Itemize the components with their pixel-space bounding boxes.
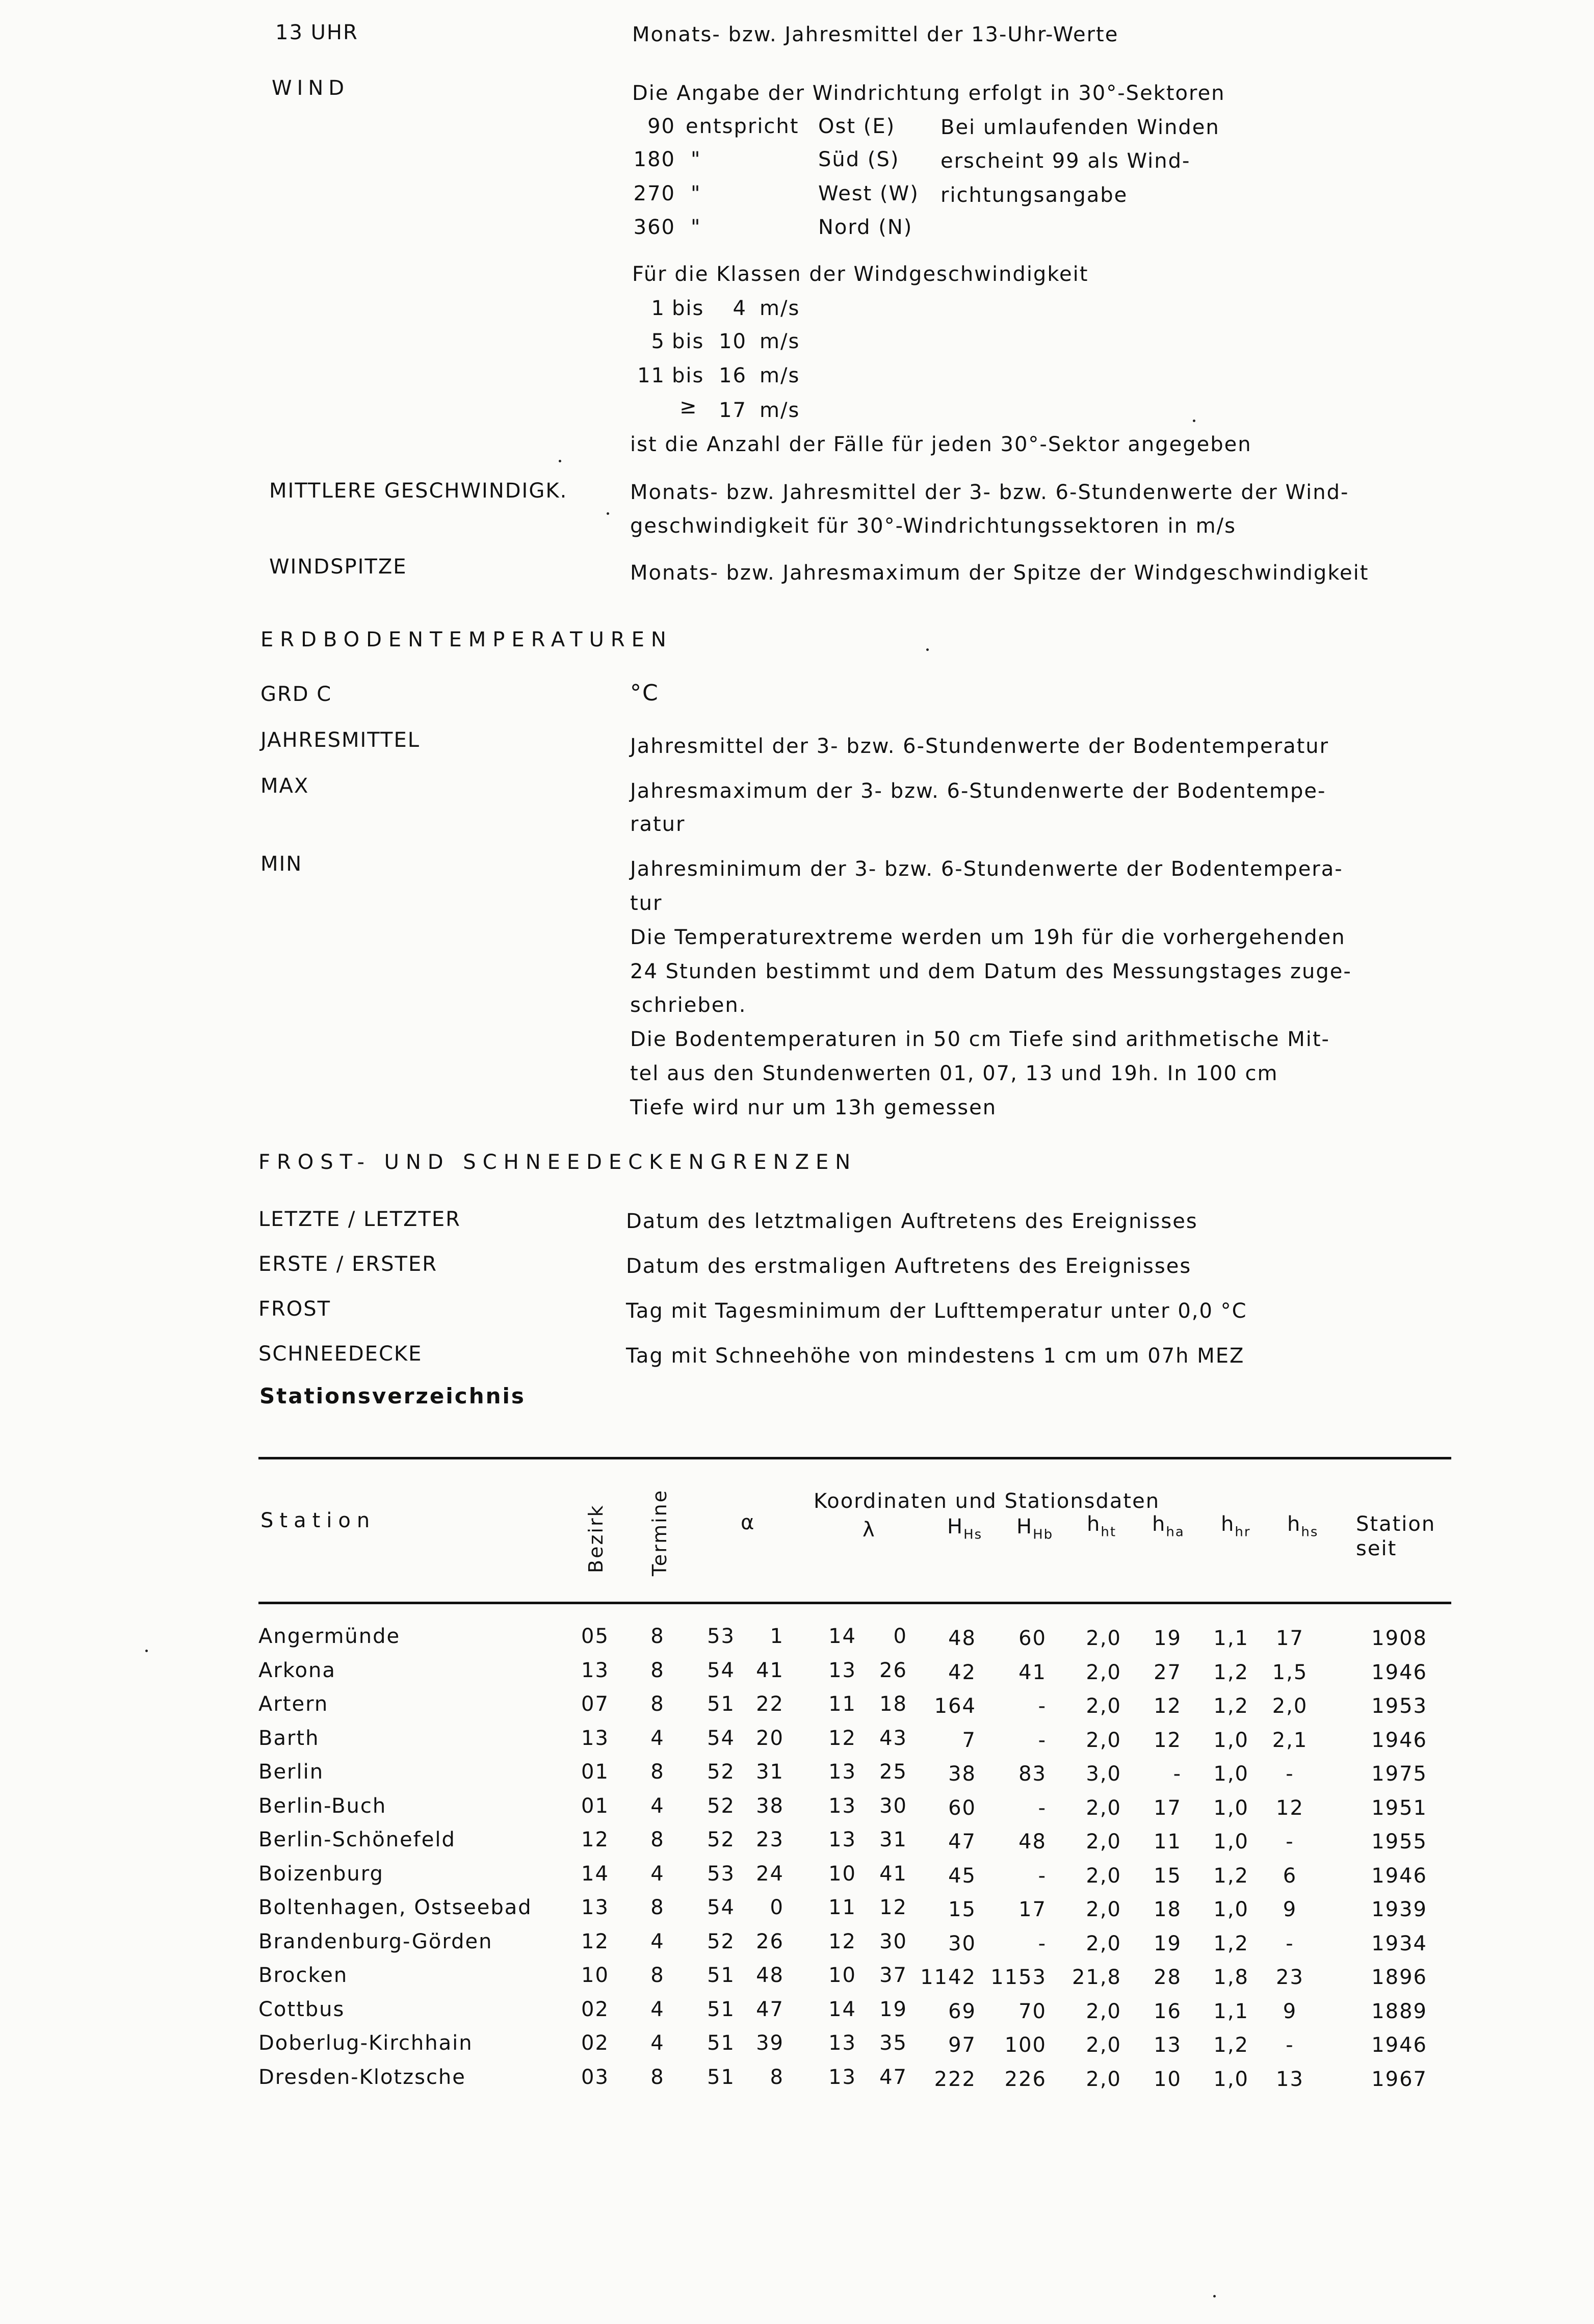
cell-lambda-deg: 13	[828, 2066, 856, 2089]
header-seit-line1: Station	[1356, 1512, 1436, 1536]
cell-bezirk: 13	[581, 1659, 609, 1682]
cell-lambda-deg: 12	[828, 1727, 856, 1750]
cell-hs2: 17	[1276, 1627, 1304, 1650]
header-ht: $h_{ht}$	[1087, 1512, 1117, 1540]
cell-ha: 19	[1154, 1627, 1182, 1650]
table-header-rule	[258, 1602, 1451, 1604]
wind-ditto: entspricht	[686, 115, 799, 138]
cell-station-name: Doberlug-Kirchhain	[258, 2031, 473, 2055]
cell-ht: 2,0	[1086, 1627, 1121, 1650]
cell-station-name: Berlin	[258, 1760, 324, 1784]
cell-seit: 1946	[1371, 1729, 1427, 1752]
class-bis: bis	[672, 297, 704, 320]
cell-hs: 1142	[920, 1966, 976, 1989]
scan-speck	[1193, 420, 1195, 422]
scan-speck	[559, 460, 561, 462]
cell-termine: 8	[650, 1896, 665, 1919]
cell-station-name: Boltenhagen, Ostseebad	[258, 1896, 532, 1919]
cell-termine: 8	[650, 1692, 665, 1716]
cell-hs: 222	[934, 2068, 976, 2091]
cell-hs: 15	[948, 1898, 976, 1921]
cell-ha: -	[1173, 1762, 1182, 1786]
cell-alpha-deg: 52	[707, 1930, 735, 1953]
cell-hb: 17	[1018, 1898, 1047, 1921]
cell-termine: 4	[650, 1930, 665, 1953]
cell-seit: 1896	[1371, 1966, 1427, 1989]
cell-termine: 8	[650, 1760, 665, 1784]
cell-hr: 1,2	[1213, 1694, 1249, 1718]
cell-lambda-deg: 10	[828, 1862, 856, 1886]
cell-hb: 226	[1004, 2068, 1047, 2091]
cell-hs: 164	[934, 1694, 976, 1718]
header-koordinaten: Koordinaten und Stationsdaten	[814, 1490, 1160, 1513]
class-to: 16	[719, 364, 747, 387]
cell-alpha-deg: 52	[707, 1760, 735, 1784]
cell-station-name: Brandenburg-Görden	[258, 1930, 493, 1953]
class-to: 17	[719, 399, 747, 422]
section-heading-erdboden: ERDBODENTEMPERATUREN	[260, 628, 673, 651]
cell-ha: 10	[1154, 2068, 1182, 2091]
cell-bezirk: 02	[581, 1998, 609, 2021]
cell-hb: -	[1038, 1694, 1047, 1718]
cell-hb: -	[1038, 1864, 1047, 1888]
cell-alpha-deg: 54	[707, 1659, 735, 1682]
cell-lambda-min: 19	[879, 1998, 907, 2021]
cell-hs2: 9	[1283, 1898, 1297, 1921]
cell-bezirk: 12	[581, 1828, 609, 1851]
cell-alpha-min: 1	[770, 1625, 784, 1648]
cell-hs2: 23	[1276, 1966, 1304, 1989]
cell-lambda-min: 35	[879, 2031, 907, 2055]
header-ha: $h_{ha}$	[1152, 1512, 1185, 1540]
cell-hs2: 12	[1276, 1796, 1304, 1820]
cell-hb: 1153	[990, 1966, 1047, 1989]
header-bezirk: Bezirk	[585, 1504, 607, 1573]
cell-hr: 1,2	[1213, 1932, 1249, 1955]
cell-termine: 4	[650, 1727, 665, 1750]
erdboden-note-line3: schrieben.	[630, 994, 747, 1017]
wind-deg: 270	[633, 182, 675, 205]
wind-note: Bei umlaufenden Winden	[940, 116, 1220, 139]
term-windspitze: WINDSPITZE	[269, 555, 407, 579]
cell-hs: 97	[948, 2033, 976, 2057]
cell-hr: 1,0	[1213, 1796, 1249, 1820]
scan-speck	[607, 512, 609, 515]
cell-bezirk: 14	[581, 1862, 609, 1886]
cell-ha: 13	[1154, 2033, 1182, 2057]
def-13-uhr: Monats- bzw. Jahresmittel der 13-Uhr-Werte	[632, 23, 1119, 46]
cell-seit: 1953	[1371, 1694, 1427, 1718]
cell-station-name: Barth	[258, 1727, 320, 1750]
cell-hs2: -	[1286, 1830, 1294, 1853]
cell-hr: 1,0	[1213, 1898, 1249, 1921]
wind-ditto: "	[691, 216, 701, 239]
cell-lambda-min: 43	[879, 1727, 907, 1750]
cell-alpha-deg: 51	[707, 2066, 735, 2089]
cell-hb: 41	[1018, 1661, 1047, 1684]
cell-lambda-deg: 13	[828, 1760, 856, 1784]
cell-hs2: 13	[1276, 2068, 1304, 2091]
class-geq: ≥	[680, 395, 698, 419]
class-from: 11	[637, 364, 665, 387]
cell-alpha-min: 0	[770, 1896, 784, 1919]
cell-ha: 27	[1154, 1661, 1182, 1684]
cell-hb: -	[1038, 1729, 1047, 1752]
cell-alpha-min: 23	[756, 1828, 784, 1851]
def-frost: Tag mit Tagesminimum der Lufttemperatur unter 0,0 °C	[626, 1299, 1247, 1323]
cell-hs: 47	[948, 1830, 976, 1853]
erdboden-note-line2: 24 Stunden bestimmt und dem Datum des Messungstages zuge-	[630, 960, 1352, 983]
cell-hr: 1,0	[1213, 1762, 1249, 1786]
section-heading-frost: FROST- UND SCHNEEDECKENGRENZEN	[258, 1151, 857, 1174]
cell-lambda-deg: 10	[828, 1964, 856, 1987]
cell-lambda-deg: 11	[828, 1692, 856, 1716]
cell-hr: 1,2	[1213, 1661, 1249, 1684]
def-windspitze: Monats- bzw. Jahresmaximum der Spitze der Windgeschwindigkeit	[630, 561, 1369, 585]
cell-bezirk: 13	[581, 1896, 609, 1919]
term-max: MAX	[260, 774, 309, 798]
cell-ht: 2,0	[1086, 2000, 1121, 2023]
cell-hs: 45	[948, 1864, 976, 1888]
def-min-line2: tur	[630, 892, 663, 915]
wind-dir-name: Nord (N)	[818, 216, 913, 239]
cell-station-name: Artern	[258, 1692, 329, 1716]
cell-hr: 1,0	[1213, 1729, 1249, 1752]
cell-ht: 21,8	[1072, 1966, 1121, 1989]
cell-bezirk: 07	[581, 1692, 609, 1716]
def-mittlere-geschwindigkeit-line2: geschwindigkeit für 30°-Windrichtungssektoren in m/s	[630, 514, 1236, 538]
term-grd-c: GRD C	[260, 683, 332, 706]
cell-alpha-deg: 54	[707, 1727, 735, 1750]
def-erste: Datum des erstmaligen Auftretens des Ereignisses	[626, 1255, 1192, 1278]
cell-ha: 17	[1154, 1796, 1182, 1820]
header-seit-line2: seit	[1356, 1537, 1397, 1560]
wind-classes-intro: Für die Klassen der Windgeschwindigkeit	[632, 263, 1089, 286]
cell-termine: 4	[650, 1998, 665, 2021]
class-bis: bis	[672, 330, 704, 353]
cell-termine: 8	[650, 1625, 665, 1648]
erdboden-note-line1: Die Temperaturextreme werden um 19h für die vorhergehenden	[630, 926, 1346, 949]
cell-seit: 1946	[1371, 2033, 1427, 2057]
cell-alpha-deg: 53	[707, 1625, 735, 1648]
cell-termine: 4	[650, 1794, 665, 1818]
cell-alpha-min: 26	[756, 1930, 784, 1953]
cell-hr: 1,2	[1213, 2033, 1249, 2057]
cell-termine: 8	[650, 1828, 665, 1851]
cell-hs2: 6	[1283, 1864, 1297, 1888]
cell-station-name: Angermünde	[258, 1625, 401, 1648]
def-wind: Die Angabe der Windrichtung erfolgt in 30°-Sektoren	[632, 82, 1225, 105]
erdboden-note-line4: Die Bodentemperaturen in 50 cm Tiefe sind arithmetische Mit-	[630, 1028, 1330, 1051]
wind-dir-name: Ost (E)	[818, 115, 896, 138]
term-frost: FROST	[258, 1297, 331, 1321]
cell-alpha-deg: 53	[707, 1862, 735, 1886]
cell-station-name: Dresden-Klotzsche	[258, 2066, 466, 2089]
header-hb: $H_{Hb}$	[1016, 1515, 1054, 1543]
cell-hs2: 2,0	[1272, 1694, 1308, 1718]
term-letzte: LETZTE / LETZTER	[258, 1208, 461, 1231]
cell-hb: -	[1038, 1932, 1047, 1955]
cell-alpha-min: 41	[756, 1659, 784, 1682]
erdboden-note-line6: Tiefe wird nur um 13h gemessen	[630, 1096, 997, 1119]
cell-bezirk: 01	[581, 1760, 609, 1784]
cell-station-name: Cottbus	[258, 1998, 345, 2021]
cell-alpha-deg: 51	[707, 1998, 735, 2021]
wind-deg: 180	[633, 148, 675, 171]
class-unit: m/s	[760, 399, 800, 422]
cell-ha: 16	[1154, 2000, 1182, 2023]
cell-lambda-min: 47	[879, 2066, 907, 2089]
cell-ht: 2,0	[1086, 2068, 1121, 2091]
cell-hr: 1,0	[1213, 1830, 1249, 1853]
cell-bezirk: 03	[581, 2066, 609, 2089]
cell-alpha-min: 47	[756, 1998, 784, 2021]
cell-termine: 4	[650, 2031, 665, 2055]
cell-bezirk: 01	[581, 1794, 609, 1818]
cell-ha: 28	[1154, 1966, 1182, 1989]
stations-title: Stationsverzeichnis	[259, 1383, 526, 1408]
scan-speck	[926, 648, 929, 651]
cell-ha: 19	[1154, 1932, 1182, 1955]
cell-hs: 60	[948, 1796, 976, 1820]
cell-ht: 2,0	[1086, 1898, 1121, 1921]
class-unit: m/s	[760, 297, 800, 320]
class-to: 4	[733, 297, 747, 320]
cell-ha: 12	[1154, 1729, 1182, 1752]
cell-hb: 100	[1004, 2033, 1047, 2057]
term-jahresmittel: JAHRESMITTEL	[260, 728, 421, 752]
cell-hr: 1,1	[1213, 1627, 1249, 1650]
term-erste: ERSTE / ERSTER	[258, 1252, 438, 1276]
wind-note: erscheint 99 als Wind-	[940, 149, 1191, 173]
cell-ha: 12	[1154, 1694, 1182, 1718]
cell-lambda-deg: 13	[828, 1659, 856, 1682]
wind-ditto: "	[691, 182, 701, 205]
class-bis: bis	[672, 364, 704, 387]
cell-ht: 2,0	[1086, 1661, 1121, 1684]
cell-hs2: 9	[1283, 2000, 1297, 2023]
cell-alpha-deg: 54	[707, 1896, 735, 1919]
cell-seit: 1889	[1371, 2000, 1427, 2023]
cell-lambda-min: 31	[879, 1828, 907, 1851]
cell-lambda-min: 30	[879, 1930, 907, 1953]
def-min-line1: Jahresminimum der 3- bzw. 6-Stundenwerte der Bodentempera-	[630, 857, 1343, 881]
class-from: 5	[651, 330, 665, 353]
cell-bezirk: 13	[581, 1727, 609, 1750]
cell-alpha-min: 48	[756, 1964, 784, 1987]
cell-lambda-min: 37	[879, 1964, 907, 1987]
cell-hs: 48	[948, 1627, 976, 1650]
cell-alpha-min: 22	[756, 1692, 784, 1716]
cell-seit: 1939	[1371, 1898, 1427, 1921]
scan-speck	[145, 1650, 148, 1652]
term-min: MIN	[260, 852, 303, 876]
cell-seit: 1967	[1371, 2068, 1427, 2091]
cell-hs: 38	[948, 1762, 976, 1786]
cell-bezirk: 10	[581, 1964, 609, 1987]
cell-bezirk: 05	[581, 1625, 609, 1648]
header-termine: Termine	[648, 1489, 671, 1576]
cell-hb: 48	[1018, 1830, 1047, 1853]
header-hs: $H_{Hs}$	[947, 1515, 983, 1543]
cell-alpha-deg: 51	[707, 1964, 735, 1987]
cell-ht: 2,0	[1086, 2033, 1121, 2057]
class-unit: m/s	[760, 330, 800, 353]
cell-alpha-min: 20	[756, 1727, 784, 1750]
cell-seit: 1975	[1371, 1762, 1427, 1786]
cell-alpha-deg: 51	[707, 2031, 735, 2055]
cell-ha: 15	[1154, 1864, 1182, 1888]
cell-hb: 70	[1018, 2000, 1047, 2023]
term-wind: WIND	[272, 76, 350, 100]
cell-alpha-deg: 51	[707, 1692, 735, 1716]
cell-ht: 3,0	[1086, 1762, 1121, 1786]
header-station: Station	[260, 1509, 376, 1532]
class-unit: m/s	[760, 364, 800, 387]
cell-hr: 1,0	[1213, 2068, 1249, 2091]
cell-alpha-deg: 52	[707, 1794, 735, 1818]
cell-hr: 1,8	[1213, 1966, 1249, 1989]
cell-hs2: 1,5	[1272, 1661, 1308, 1684]
cell-ha: 11	[1154, 1830, 1182, 1853]
term-13-uhr: 13 UHR	[275, 21, 358, 44]
cell-lambda-deg: 14	[828, 1998, 856, 2021]
cell-hb: 83	[1018, 1762, 1047, 1786]
cell-station-name: Berlin-Buch	[258, 1794, 387, 1818]
cell-station-name: Boizenburg	[258, 1862, 384, 1886]
cell-termine: 8	[650, 1659, 665, 1682]
cell-seit: 1934	[1371, 1932, 1427, 1955]
cell-termine: 8	[650, 2066, 665, 2089]
class-to: 10	[719, 330, 747, 353]
def-mittlere-geschwindigkeit-line1: Monats- bzw. Jahresmittel der 3- bzw. 6-Stundenwerte der Wind-	[630, 481, 1349, 504]
cell-hs2: -	[1286, 2033, 1294, 2057]
wind-note: richtungsangabe	[940, 184, 1128, 207]
cell-hb: 60	[1018, 1627, 1047, 1650]
header-hs2: $h_{hs}$	[1287, 1512, 1319, 1540]
cell-termine: 4	[650, 1862, 665, 1886]
cell-termine: 8	[650, 1964, 665, 1987]
cell-ht: 2,0	[1086, 1729, 1121, 1752]
wind-classes-outro: ist die Anzahl der Fälle für jeden 30°-Sektor angegeben	[630, 433, 1252, 456]
cell-ha: 18	[1154, 1898, 1182, 1921]
cell-hs2: 2,1	[1272, 1729, 1308, 1752]
wind-deg: 90	[647, 115, 675, 138]
cell-ht: 2,0	[1086, 1932, 1121, 1955]
cell-hr: 1,2	[1213, 1864, 1249, 1888]
cell-lambda-min: 12	[879, 1896, 907, 1919]
cell-alpha-min: 38	[756, 1794, 784, 1818]
wind-ditto: "	[691, 148, 701, 171]
cell-lambda-min: 41	[879, 1862, 907, 1886]
cell-hs: 69	[948, 2000, 976, 2023]
term-mittlere-geschwindigkeit: MITTLERE GESCHWINDIGK.	[269, 479, 568, 503]
header-hr: $h_{hr}$	[1221, 1512, 1251, 1540]
cell-station-name: Berlin-Schönefeld	[258, 1828, 456, 1851]
cell-ht: 2,0	[1086, 1830, 1121, 1853]
wind-deg: 360	[633, 216, 675, 239]
cell-lambda-min: 30	[879, 1794, 907, 1818]
cell-bezirk: 12	[581, 1930, 609, 1953]
cell-ht: 2,0	[1086, 1694, 1121, 1718]
cell-station-name: Arkona	[258, 1659, 336, 1682]
header-alpha: α	[741, 1511, 755, 1534]
cell-seit: 1946	[1371, 1661, 1427, 1684]
cell-lambda-min: 25	[879, 1760, 907, 1784]
wind-dir-name: West (W)	[818, 182, 919, 205]
cell-alpha-min: 24	[756, 1862, 784, 1886]
cell-hb: -	[1038, 1796, 1047, 1820]
def-grd-c: °C	[630, 680, 659, 706]
erdboden-note-line5: tel aus den Stundenwerten 01, 07, 13 und 19h. In 100 cm	[630, 1062, 1278, 1085]
def-schneedecke: Tag mit Schneehöhe von mindestens 1 cm um 07h MEZ	[626, 1344, 1245, 1368]
cell-alpha-min: 39	[756, 2031, 784, 2055]
cell-ht: 2,0	[1086, 1796, 1121, 1820]
cell-hs: 30	[948, 1932, 976, 1955]
scan-speck	[1213, 2295, 1216, 2297]
cell-lambda-deg: 13	[828, 1794, 856, 1818]
cell-seit: 1951	[1371, 1796, 1427, 1820]
class-from: 1	[651, 297, 665, 320]
wind-dir-name: Süd (S)	[818, 148, 900, 171]
cell-hr: 1,1	[1213, 2000, 1249, 2023]
cell-lambda-deg: 13	[828, 1828, 856, 1851]
cell-lambda-deg: 13	[828, 2031, 856, 2055]
cell-lambda-min: 18	[879, 1692, 907, 1716]
cell-ht: 2,0	[1086, 1864, 1121, 1888]
cell-bezirk: 02	[581, 2031, 609, 2055]
def-jahresmittel: Jahresmittel der 3- bzw. 6-Stundenwerte der Bodentemperatur	[630, 735, 1329, 758]
term-schneedecke: SCHNEEDECKE	[258, 1342, 423, 1366]
def-max-line2: ratur	[630, 813, 686, 836]
cell-lambda-min: 26	[879, 1659, 907, 1682]
cell-seit: 1946	[1371, 1864, 1427, 1888]
cell-lambda-deg: 11	[828, 1896, 856, 1919]
table-top-rule	[258, 1457, 1451, 1459]
cell-seit: 1908	[1371, 1627, 1427, 1650]
cell-alpha-min: 31	[756, 1760, 784, 1784]
cell-hs: 7	[962, 1729, 976, 1752]
cell-station-name: Brocken	[258, 1964, 348, 1987]
cell-hs: 42	[948, 1661, 976, 1684]
cell-seit: 1955	[1371, 1830, 1427, 1853]
header-lambda: λ	[863, 1518, 876, 1542]
cell-alpha-min: 8	[770, 2066, 784, 2089]
cell-hs2: -	[1286, 1932, 1294, 1955]
def-letzte: Datum des letztmaligen Auftretens des Ereignisses	[626, 1210, 1198, 1233]
cell-alpha-deg: 52	[707, 1828, 735, 1851]
def-max-line1: Jahresmaximum der 3- bzw. 6-Stundenwerte der Bodentempe-	[630, 779, 1326, 803]
cell-lambda-deg: 12	[828, 1930, 856, 1953]
cell-hs2: -	[1286, 1762, 1294, 1786]
cell-lambda-min: 0	[893, 1625, 907, 1648]
cell-lambda-deg: 14	[828, 1625, 856, 1648]
